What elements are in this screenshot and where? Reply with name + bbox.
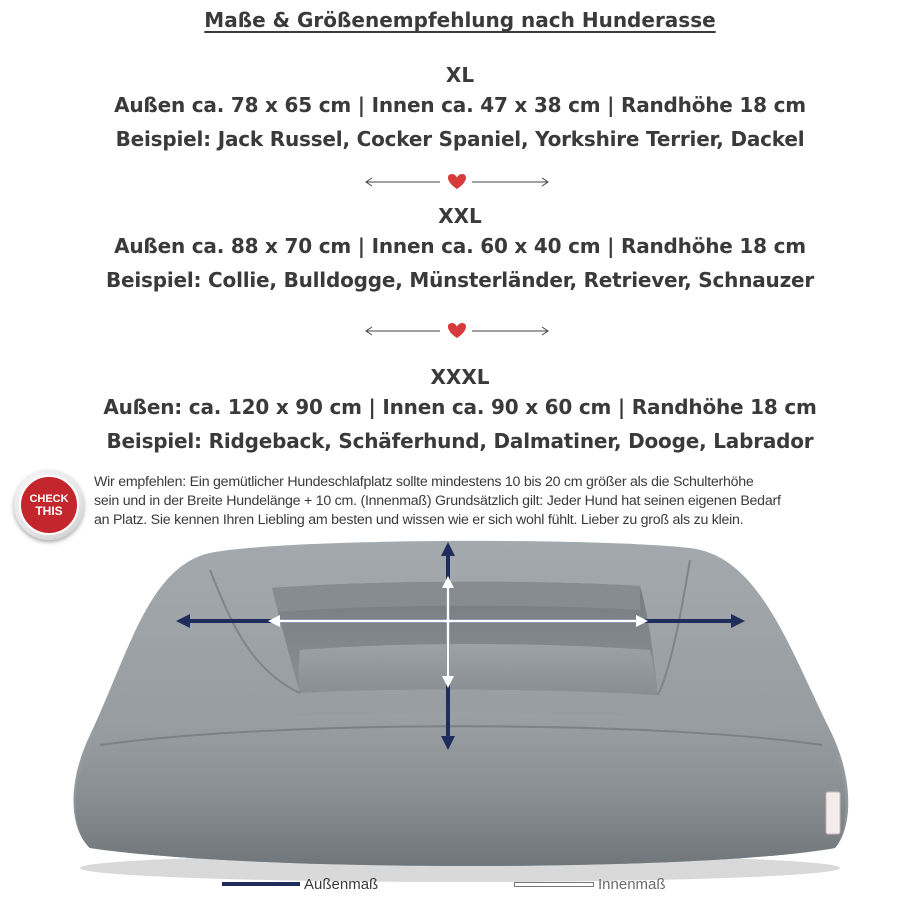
heart-divider: [362, 172, 552, 192]
size-block-xxxl: [0, 364, 920, 458]
size-name: XXXL: [430, 365, 490, 389]
size-block-xxl: [0, 203, 920, 297]
size-examples: Beispiel: Jack Russel, Cocker Spaniel, Yorkshire Terrier, Dackel: [115, 127, 805, 151]
outer-legend-swatch: [222, 882, 300, 886]
outer-legend-label: Außenmaß: [304, 875, 379, 893]
recommendation-text: [94, 473, 914, 530]
size-examples: Beispiel: Collie, Bulldogge, Münsterländer, Retriever, Schnauzer: [105, 268, 815, 292]
size-dimensions: Außen: ca. 120 x 90 cm | Innen ca. 90 x 60 cm | Randhöhe 18 cm: [103, 395, 817, 419]
size-examples: Beispiel: Ridgeback, Schäferhund, Dalmatiner, Dooge, Labrador: [106, 429, 814, 453]
recommendation-line: an Platz. Sie kennen Ihren Liebling am besten und wissen wie er sich wohl fühlt. Lieber zu groß als zu klein.: [94, 512, 744, 528]
inner-legend-label: Innenmaß: [598, 875, 666, 893]
legend-outer: [222, 873, 378, 895]
badge-line2: THIS: [35, 503, 63, 518]
size-dimensions: Außen ca. 78 x 65 cm | Innen ca. 47 x 38 cm | Randhöhe 18 cm: [114, 93, 806, 117]
inner-legend-swatch: [514, 882, 594, 887]
size-block-xl: [0, 62, 920, 156]
recommendation-line: sein und in der Breite Hundelänge + 10 cm. (Innenmaß) Grundsätzlich gilt: Jeder Hund hat seinen eigenen Bedarf: [94, 493, 781, 509]
size-dimensions: Außen ca. 88 x 70 cm | Innen ca. 60 x 40 cm | Randhöhe 18 cm: [114, 234, 806, 258]
page-title: Maße & Größenempfehlung nach Hunderasse: [204, 8, 716, 32]
heart-icon: [448, 323, 466, 338]
size-name: XL: [445, 63, 475, 87]
heart-icon: [448, 174, 466, 189]
legend-inner: [514, 873, 666, 895]
heart-divider: [362, 321, 552, 341]
recommendation-line: Wir empfehlen: Ein gemütlicher Hundeschlafplatz sollte mindestens 10 bis 20 cm größer als die Schulterhöhe: [94, 474, 754, 490]
dog-bed-illustration: [0, 530, 920, 890]
size-name: XXL: [438, 204, 482, 228]
badge-line1: CHECK: [29, 492, 69, 505]
